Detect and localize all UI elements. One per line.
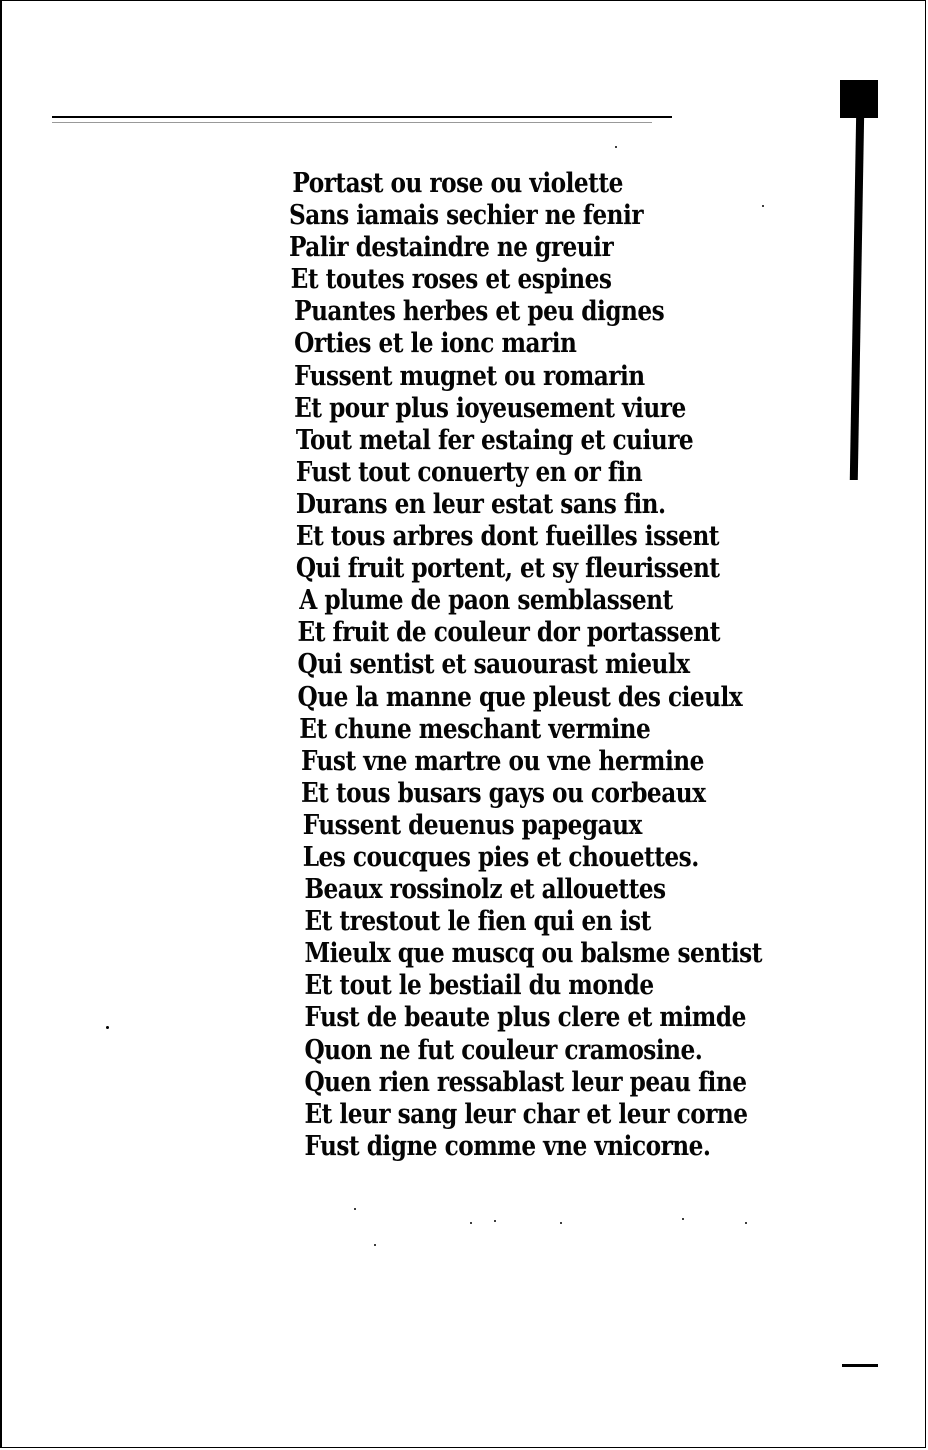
verse-line: Fussent deuenus papegaux [302,809,642,841]
verse-line: Fust vne martre ou vne hermine [301,745,704,777]
verse-line: Et leur sang leur char et leur corne [304,1098,748,1130]
verse-line: Les coucques pies et chouettes. [302,841,699,873]
verse-line: Fust de beaute plus clere et mimde [304,1002,746,1034]
verse-line: Et fruit de couleur dor portassent [297,617,720,649]
verse-line: Et chune meschant vermine [299,713,651,745]
ink-speck [354,1208,356,1210]
verse-line: Sans iamais sechier ne fenir [288,200,644,232]
verse-line: Mieulx que muscq ou balsme sentist [304,938,762,970]
binding-edge-mark [842,1364,878,1367]
verse-line: Beaux rossinolz et allouettes [304,874,666,906]
verse-line: Et pour plus ioyeusement viure [294,392,686,424]
verse-line: Fussent mugnet ou romarin [294,360,645,392]
top-rule-shadow [52,122,652,123]
verse-line: Qui sentist et sauourast mieulx [297,649,690,681]
verse-line: Qui fruit portent, et sy fleurissent [295,553,720,585]
verse-line: Et tous arbres dont fueilles issent [295,521,720,553]
verse-line: Fust digne comme vne vnicorne. [304,1130,711,1162]
verse-line: Et tout le bestiail du monde [304,970,654,1002]
verse-line: Tout metal fer estaing et cuiure [295,424,694,456]
ink-speck [374,1244,376,1246]
verse-line: Portast ou rose ou violette [292,168,623,199]
verse-line: Fust tout conuerty en or fin [295,456,643,488]
ink-speck [745,1222,747,1224]
verse-text-block [0,168,928,1195]
verse-line: Que la manne que pleust des cieulx [297,681,743,713]
verse-line: Quon ne fut couleur cramosine. [304,1034,703,1066]
ink-speck [682,1218,684,1220]
ink-speck [470,1222,472,1224]
ink-speck [560,1222,562,1224]
ink-speck [494,1220,496,1222]
verse-line: Puantes herbes et peu dignes [294,296,665,328]
verse-line [0,1163,798,1195]
ink-speck [615,146,617,148]
top-rule [52,116,672,118]
verse-line: A plume de paon semblassent [299,585,673,617]
verse-line: Palir destaindre ne greuir [288,232,614,264]
verse-line: Et tous busars gays ou corbeaux [301,777,706,809]
verse-line: Durans en leur estat sans fin. [295,488,666,520]
verse-line: Et trestout le fien qui en ist [304,906,651,938]
verse-line: Et toutes roses et espines [290,264,612,296]
verse-line: Orties et le ionc marin [294,328,577,360]
verse-line: Quen rien ressablast leur peau fine [304,1066,747,1098]
